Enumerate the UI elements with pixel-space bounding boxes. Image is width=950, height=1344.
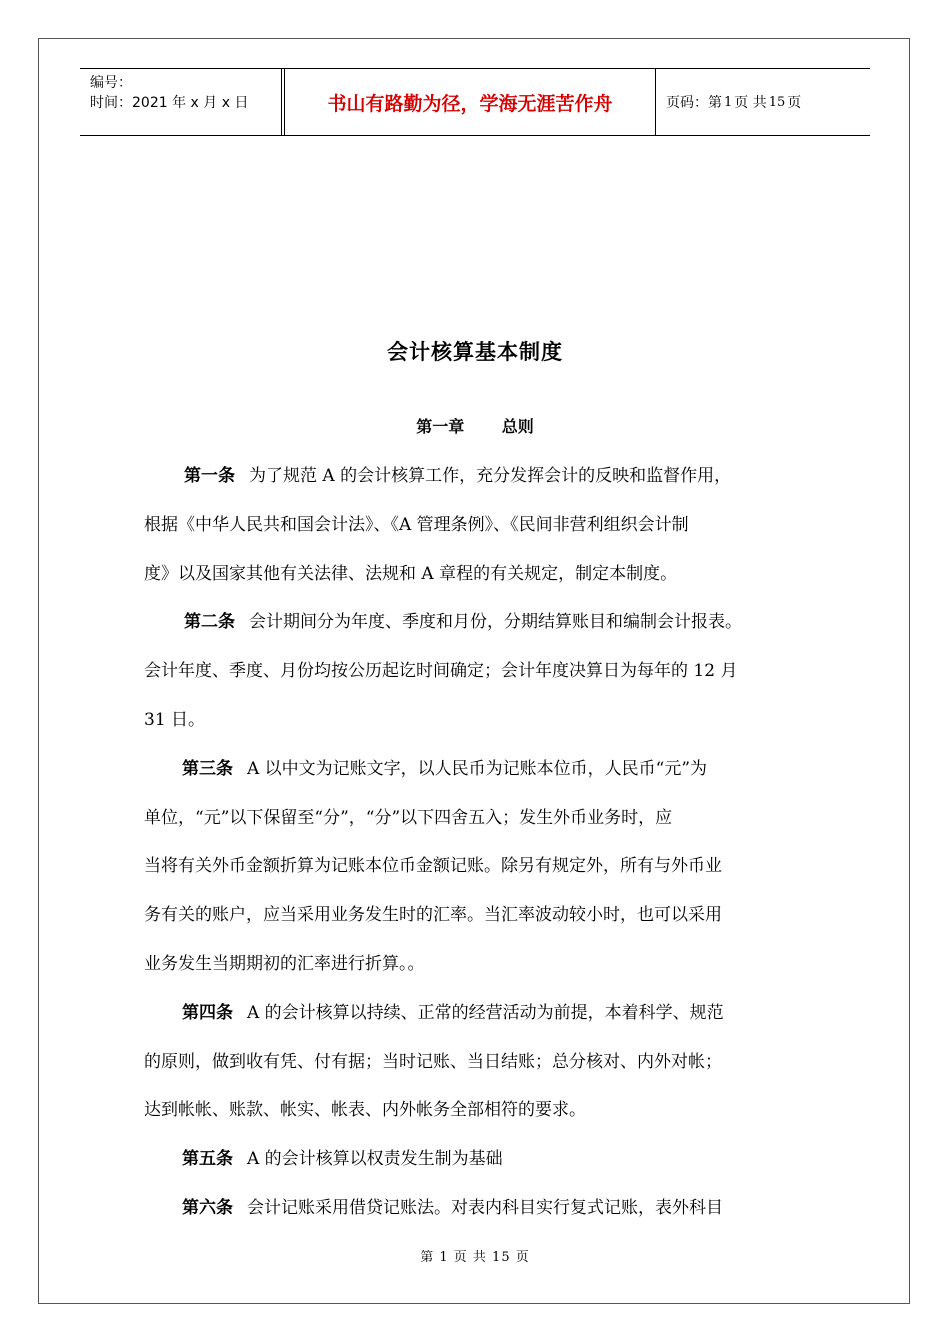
article-3-line-3: 当将有关外币金额折算为记账本位币金额记账。除另有规定外，所有与外币业: [144, 856, 722, 877]
article-label: 第二条: [184, 612, 235, 633]
page-footer: 第 1 页 共 15 页: [420, 1250, 530, 1265]
document-header: [80, 68, 870, 136]
article-3-line-5: 业务发生当期期初的汇率进行折算。。: [144, 953, 425, 974]
page-mid: 页 共: [734, 95, 767, 111]
article-label: 第六条: [182, 1197, 233, 1218]
article-1-line-3: 度》以及国家其他有关法律、法规和 A 章程的有关规定，制定本制度。: [144, 563, 678, 584]
article-label: 第四条: [182, 1002, 233, 1023]
article-6-line-1: [144, 1184, 814, 1233]
chapter-title: 总则: [501, 417, 534, 436]
header-page-info: [656, 69, 870, 135]
page-suffix: 页: [787, 95, 802, 111]
article-text: 会计记账采用借贷记账法。对表内科目实行复式记账，表外科目: [247, 1197, 723, 1218]
date-label: 时间：2021 年 x 月 x 日: [90, 95, 249, 111]
article-text: 为了规范 A 的会计核算工作，充分发挥会计的反映和监督作用，: [249, 466, 732, 486]
article-label: 第三条: [182, 758, 233, 779]
article-5-line-1: [144, 1135, 814, 1184]
document-title: 会计核算基本制度: [387, 340, 563, 364]
page-total: 15: [768, 94, 786, 110]
article-2-line-3: 31 日。: [144, 709, 206, 730]
article-text: A 的会计核算以权责发生制为基础: [247, 1149, 503, 1170]
article-4-line-1: [144, 989, 814, 1038]
page-prefix: 页码：第: [666, 95, 722, 111]
article-label: 第一条: [184, 466, 235, 486]
chapter-number: 第一章: [416, 417, 465, 436]
article-text: 会计期间分为年度、季度和月份，分期结算账目和编制会计报表。: [249, 612, 742, 633]
article-text: A 以中文为记账文字，以人民币为记账本位币，人民币“元”为: [247, 758, 708, 779]
article-2-line-2: 会计年度、季度、月份均按公历起讫时间确定；会计年度决算日为每年的 12 月: [144, 661, 738, 682]
chapter-heading: [0, 414, 950, 437]
page-current: 1: [724, 94, 733, 110]
article-2-line-1: [144, 598, 814, 647]
number-label: 编号：: [90, 75, 132, 91]
article-1-line-2: 根据《中华人民共和国会计法》、《A 管理条例》、《民间非营利组织会计制: [144, 514, 689, 535]
header-meta: [80, 69, 282, 135]
article-1-line-1: [144, 452, 814, 501]
article-3-line-1: [144, 745, 814, 794]
article-3-line-2: 单位，“元”以下保留至“分”，“分”以下四舍五入；发生外币业务时，应: [144, 807, 673, 828]
article-3-line-4: 务有关的账户，应当采用业务发生时的汇率。当汇率波动较小时，也可以采用: [144, 905, 722, 926]
article-4-line-3: 达到帐帐、账款、帐实、帐表、内外帐务全部相符的要求。: [144, 1100, 586, 1121]
article-4-line-2: 的原则，做到收有凭、付有据；当时记账、当日结账；总分核对、内外对帐；: [144, 1051, 722, 1072]
document-body: [144, 452, 814, 1233]
header-motto: 书山有路勤为径，学海无涯苦作舟: [284, 69, 656, 135]
article-text: A 的会计核算以持续、正常的经营活动为前提，本着科学、规范: [247, 1002, 724, 1023]
article-label: 第五条: [182, 1149, 233, 1170]
